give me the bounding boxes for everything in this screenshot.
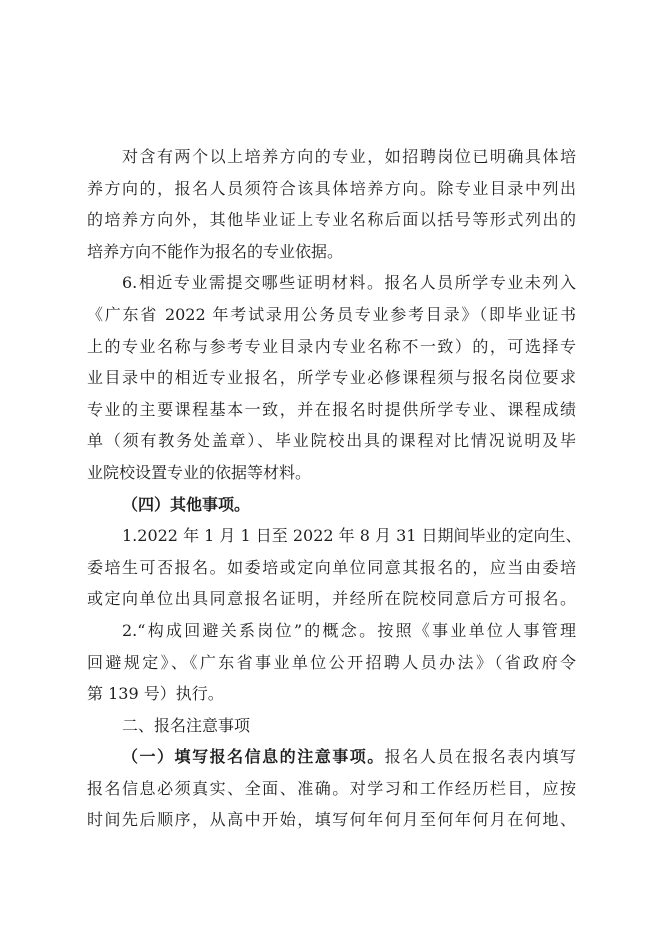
text-line: 对含有两个以上培养方向的专业，如招聘岗位已明确具体培 <box>122 147 576 166</box>
text-line: 专业的主要课程基本一致，并在报名时提供所学专业、课程成绩 <box>87 399 576 419</box>
text-line: 《广东省 2022 年考试录用公务员专业参考目录》（即毕业证书 <box>87 304 576 324</box>
text-line: 2.“构成回避关系岗位”的概念。按照《事业单位人事管理 <box>122 620 576 640</box>
text-line: 回避规定》、《广东省事业单位公开招聘人员办法》（省政府令 <box>87 652 576 672</box>
text-line <box>87 741 576 773</box>
document-page <box>87 141 582 836</box>
text-line: 第 139 号）执行。 <box>87 684 224 704</box>
text-line: 业院校设置专业的依据等材料。 <box>87 462 312 482</box>
text-line: 委培生可否报名。如委培或定向单位同意其报名的，应当由委培 <box>87 557 576 577</box>
text-line: 业目录中的相近专业报名，所学专业必修课程须与报名岗位要求 <box>87 368 576 388</box>
text-line: 单（须有教务处盖章）、毕业院校出具的课程对比情况说明及毕 <box>87 431 576 451</box>
heading-text: （四）其他事项。 <box>122 494 251 514</box>
text-line: 上的专业名称与参考专业目录内专业名称不一致）的，可选择专 <box>87 336 576 356</box>
subheading-text: （一）填写报名信息的注意事项。 <box>122 747 385 767</box>
section-heading-other-matters <box>87 489 576 521</box>
text-line: 养方向的，报名人员须符合该具体培养方向。除专业目录中列出 <box>87 178 576 198</box>
text-line: 或定向单位出具同意报名证明，并经所在院校同意后方可报名。 <box>87 589 576 609</box>
body-text: 报名人员在报名表内填写 <box>384 747 576 767</box>
text-line: 报名信息必须真实、全面、准确。对学习和工作经历栏目，应按 <box>87 778 576 798</box>
text-line: 6.相近专业需提交哪些证明材料。报名人员所学专业未列入 <box>122 273 576 293</box>
text-line: 培养方向不能作为报名的专业依据。 <box>87 241 344 261</box>
section-heading-registration-notes: 二、报名注意事项 <box>122 715 251 735</box>
text-line: 时间先后顺序，从高中开始，填写何年何月至何年何月在何地、 <box>87 810 576 830</box>
text-line: 的培养方向外，其他毕业证上专业名称后面以括号等形式列出的 <box>87 210 576 230</box>
text-line: 1.2022 年 1 月 1 日至 2022 年 8 月 31 日期间毕业的定向生、 <box>122 526 582 546</box>
